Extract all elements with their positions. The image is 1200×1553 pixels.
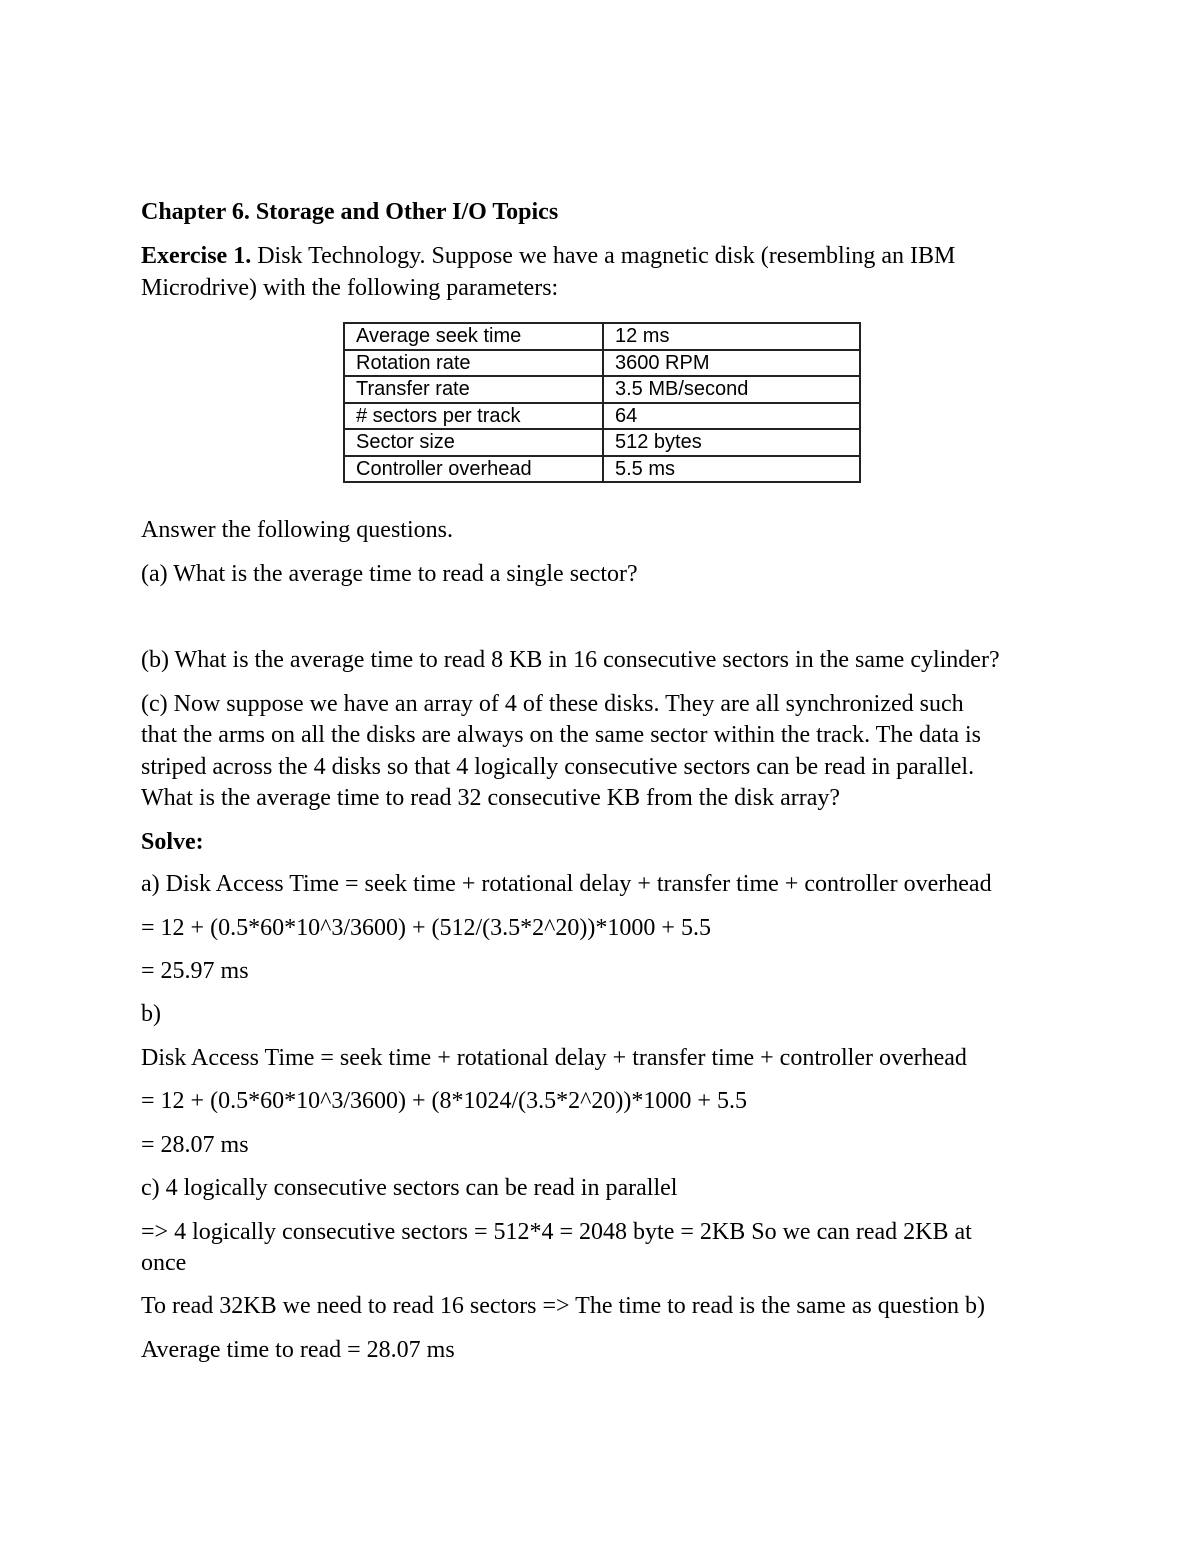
solution-line: Average time to read = 28.07 ms — [141, 1337, 455, 1363]
exercise-intro-line-2: Microdrive) with the following parameters: — [141, 275, 559, 301]
parameter-name: Transfer rate — [344, 376, 603, 403]
exercise-intro-line-1 — [141, 240, 955, 272]
table-row — [344, 403, 860, 430]
table-row — [344, 323, 860, 350]
solution-line: = 25.97 ms — [141, 958, 249, 984]
solution-line: => 4 logically consecutive sectors = 512*4 = 2048 byte = 2KB So we can read 2KB at — [141, 1219, 972, 1245]
solution-line: c) 4 logically consecutive sectors can be read in parallel — [141, 1175, 678, 1201]
solution-label: Solve: — [141, 829, 204, 855]
table-row — [344, 350, 860, 377]
parameter-name: Controller overhead — [344, 456, 603, 483]
parameters-table — [343, 322, 861, 483]
questions-intro: Answer the following questions. — [141, 517, 453, 543]
solution-line: = 28.07 ms — [141, 1132, 249, 1158]
parameter-value: 5.5 ms — [603, 456, 860, 483]
solution-line: = 12 + (0.5*60*10^3/3600) + (512/(3.5*2^20))*1000 + 5.5 — [141, 915, 711, 941]
question-c-line: that the arms on all the disks are always on the same sector within the track. The data is — [141, 722, 981, 748]
parameter-value: 3600 RPM — [603, 350, 860, 377]
question-b: (b) What is the average time to read 8 KB in 16 consecutive sectors in the same cylinder? — [141, 647, 1000, 673]
exercise-label: Exercise 1. — [141, 243, 252, 269]
question-a: (a) What is the average time to read a single sector? — [141, 561, 638, 587]
solution-line: a) Disk Access Time = seek time + rotational delay + transfer time + controller overhead — [141, 871, 992, 897]
solution-line: Disk Access Time = seek time + rotational delay + transfer time + controller overhead — [141, 1045, 967, 1071]
parameter-name: Sector size — [344, 429, 603, 456]
table-row — [344, 429, 860, 456]
solution-line: once — [141, 1250, 187, 1276]
parameter-value: 3.5 MB/second — [603, 376, 860, 403]
parameter-name: Average seek time — [344, 323, 603, 350]
solution-line: = 12 + (0.5*60*10^3/3600) + (8*1024/(3.5*2^20))*1000 + 5.5 — [141, 1088, 747, 1114]
parameter-value: 12 ms — [603, 323, 860, 350]
table-row — [344, 456, 860, 483]
question-c-line: (c) Now suppose we have an array of 4 of these disks. They are all synchronized such — [141, 691, 964, 717]
parameter-value: 512 bytes — [603, 429, 860, 456]
table-row — [344, 376, 860, 403]
solution-line: b) — [141, 1001, 161, 1027]
exercise-intro-text: Disk Technology. Suppose we have a magnetic disk (resembling an IBM — [251, 243, 956, 269]
question-c-line: striped across the 4 disks so that 4 logically consecutive sectors can be read in parallel. — [141, 754, 975, 780]
chapter-title: Chapter 6. Storage and Other I/O Topics — [141, 199, 559, 225]
solution-line: To read 32KB we need to read 16 sectors => The time to read is the same as question b) — [141, 1293, 986, 1319]
question-c-line: What is the average time to read 32 consecutive KB from the disk array? — [141, 785, 841, 811]
parameter-value: 64 — [603, 403, 860, 430]
parameter-name: # sectors per track — [344, 403, 603, 430]
parameter-name: Rotation rate — [344, 350, 603, 377]
